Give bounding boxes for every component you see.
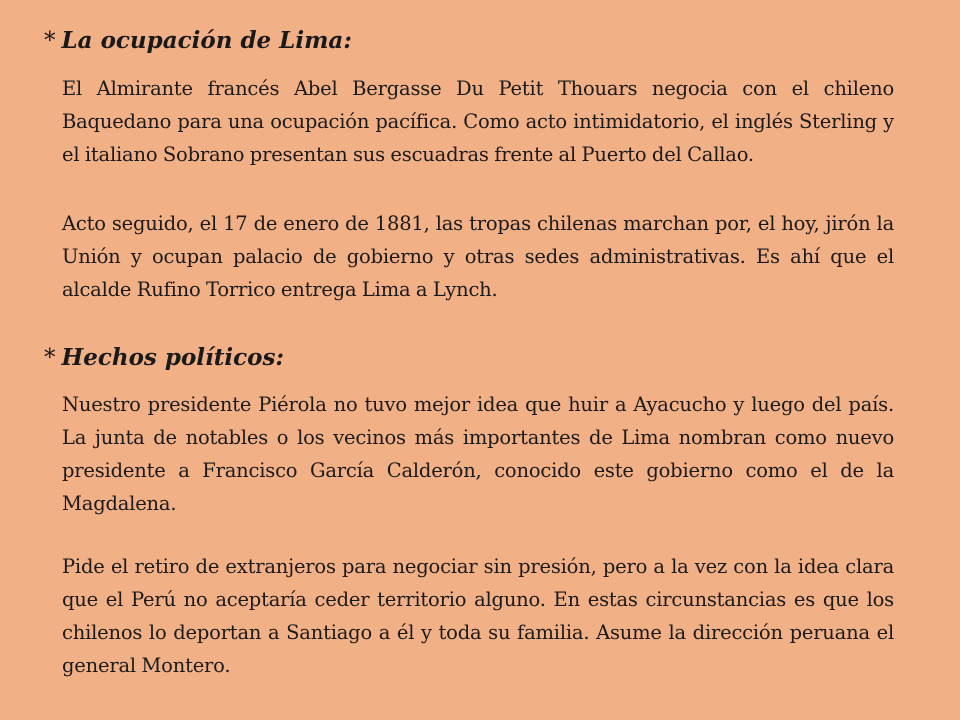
paragraph-ocupacion-2: Acto seguido, el 17 de enero de 1881, las tropas chilenas marchan por, el hoy, jirón la Unión y ocupan palacio de gobierno y otras sedes administrativas. Es ahí que el alcalde Rufino Torrico entrega Lima a Lynch.: [62, 212, 894, 301]
paragraph-hechos-1: Nuestro presidente Piérola no tuvo mejor idea que huir a Ayacucho y luego del país. La junta de notables o los vecinos más importantes de Lima nombran como nuevo presidente a Francisco García Calderón, conocido este gobierno como el de la Magdalena.: [62, 393, 894, 515]
bullet-marker: *: [44, 28, 56, 54]
section-heading-ocupacion: [44, 27, 352, 55]
section-heading-hechos: [44, 344, 284, 372]
section-title: Hechos políticos:: [61, 344, 284, 371]
paragraph-ocupacion-1: El Almirante francés Abel Bergasse Du Petit Thouars negocia con el chileno Baquedano para una ocupación pacífica. Como acto intimidatorio, el inglés Sterling y el italiano Sobrano presentan sus escuadras frente al Puerto del Callao.: [62, 77, 894, 166]
section-title: La ocupación de Lima:: [61, 27, 352, 54]
paragraph-hechos-2: Pide el retiro de extranjeros para negociar sin presión, pero a la vez con la idea clara que el Perú no aceptaría ceder territorio alguno. En estas circunstancias es que los chilenos lo deportan a Santiago a él y toda su familia. Asume la dirección peruana el general Montero.: [62, 555, 894, 677]
bullet-marker: *: [44, 345, 56, 371]
